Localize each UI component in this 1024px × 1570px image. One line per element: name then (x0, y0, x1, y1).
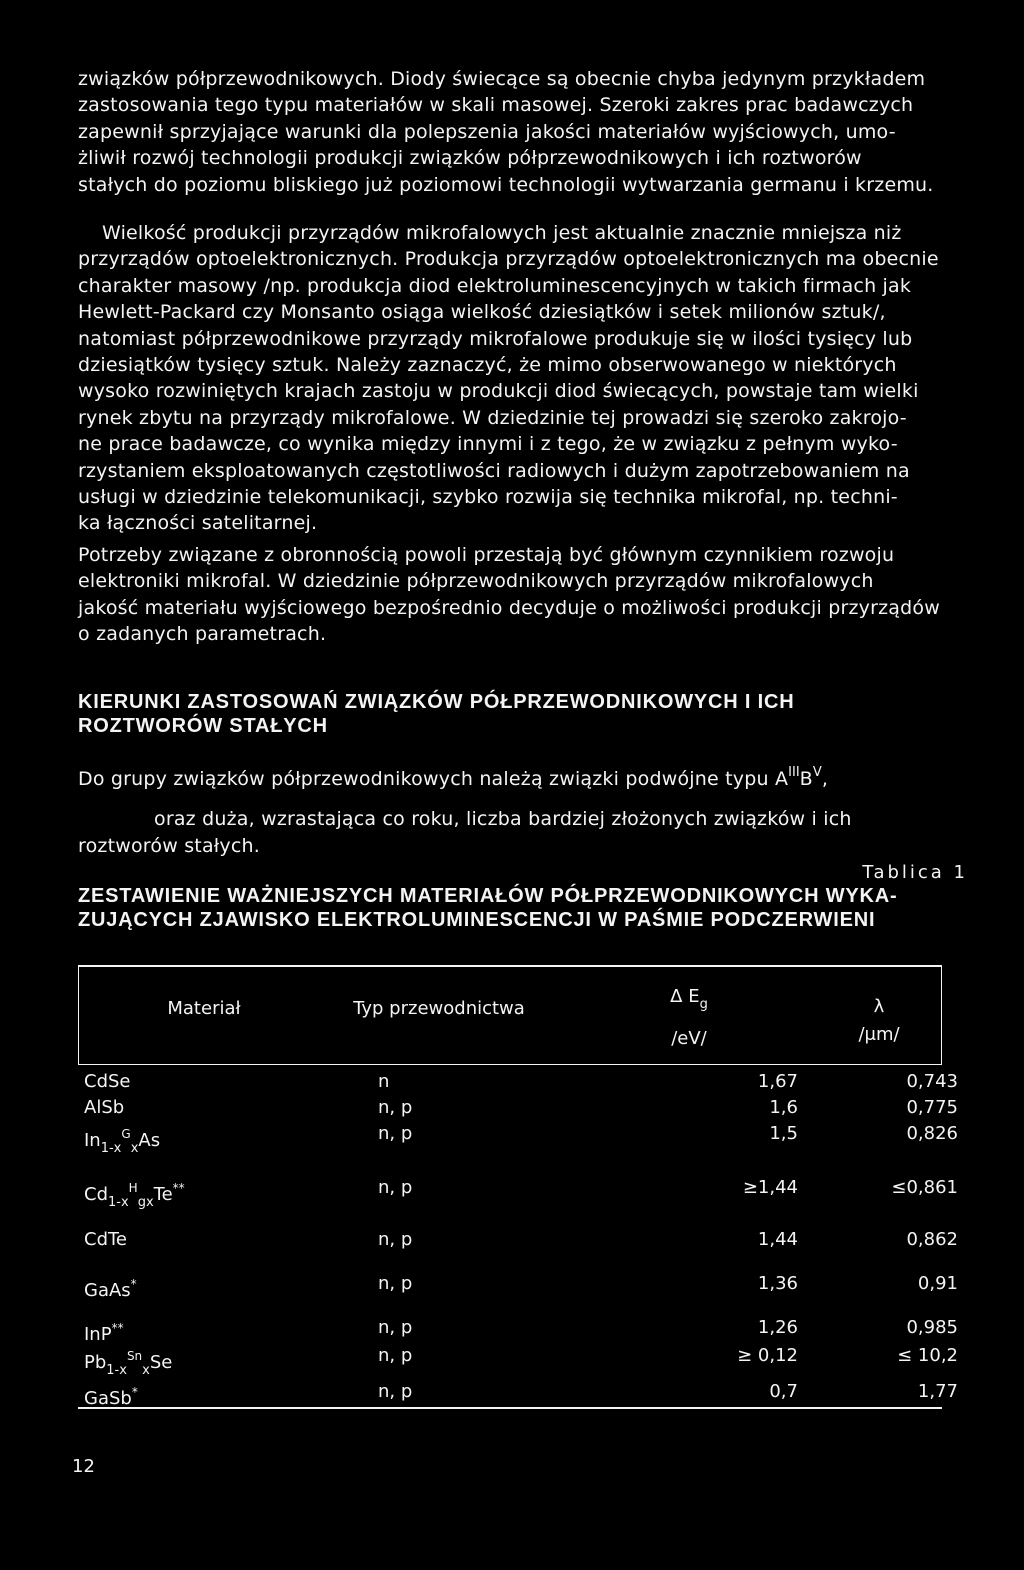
text-line: przyrządów optoelektronicznych. Produkcja przyrządów optoelektronicznych ma obecnie (78, 248, 939, 271)
cell-material: AlSb (84, 1097, 125, 1118)
cell-material: $Cd_{1-x}^H_{gx}Te^{**}$ (84, 1181, 185, 1210)
cell-type: n, p (378, 1317, 413, 1338)
text-line: dziesiątków tysięcy sztuk. Należy zaznaczyć, że mimo obserwowanego w niektórych (78, 354, 897, 377)
text-line: żliwił rozwój technologii produkcji związków półprzewodnikowych i ich roztworów (78, 147, 862, 170)
table-row (78, 1225, 958, 1255)
cell-lambda: 0,775 (906, 1097, 958, 1118)
cell-lambda: 0,743 (906, 1071, 958, 1092)
table-label: Tablica 1 (862, 862, 968, 883)
text-line: Wielkość produkcji przyrządów mikrofalowych jest aktualnie znacznie mniejsza niż (102, 222, 902, 244)
intro-text: , (821, 768, 829, 790)
cell-material: $In_{1-x}^G_xAs$ (84, 1127, 161, 1156)
cell-material: InP** (84, 1321, 124, 1345)
eg-symbol: Δ E (670, 986, 700, 1007)
cell-type: n, p (378, 1123, 413, 1144)
cell-eg: 1,36 (757, 1273, 798, 1294)
text-line: Potrzeby związane z obronnością powoli przestają być głównym czynnikiem rozwoju (78, 544, 895, 566)
lambda-symbol: λ (873, 996, 885, 1017)
paragraph-1 (78, 66, 990, 198)
text-line: charakter masowy /np. produkcja diod elektroluminescencyjnych w takich firmach jak (78, 274, 912, 297)
cell-material: CdTe (84, 1229, 128, 1250)
cell-type: n, p (378, 1273, 413, 1294)
cell-lambda: 0,91 (917, 1273, 958, 1294)
text-line: ka łączności satelitarnej. (78, 512, 318, 535)
cell-type: n, p (378, 1345, 413, 1366)
text-line: rzystaniem eksploatowanych częstotliwości radiowych i dużym zapotrzebowaniem na (78, 459, 910, 482)
cell-lambda: 1,77 (917, 1381, 958, 1402)
lambda-unit: /μm/ (858, 1024, 900, 1045)
intro-paragraph (78, 760, 990, 859)
cell-eg: ≥ 0,12 (737, 1345, 798, 1366)
cell-lambda: ≤ 10,2 (897, 1345, 958, 1366)
cell-eg: 1,67 (757, 1071, 798, 1092)
paragraph-2 (78, 220, 990, 537)
eg-subscript: g (699, 997, 708, 1012)
text-line: stałych do poziomu bliskiego już poziomowi technologii wytwarzania germanu i krzemu. (78, 173, 934, 196)
cell-type: n, p (378, 1229, 413, 1250)
cell-material: GaSb* (84, 1385, 138, 1409)
cell-lambda: 0,985 (906, 1317, 958, 1338)
text-line: natomiast półprzewodnikowe przyrządy mikrofalowe produkuje się w ilości tysięcy lub (78, 327, 913, 350)
paragraph-3 (78, 542, 990, 648)
eg-unit: /eV/ (671, 1028, 707, 1049)
header-wavelength (819, 995, 939, 1047)
table-row (78, 1119, 958, 1156)
text-line: o zadanych parametrach. (78, 623, 327, 646)
text-line: ne prace badawcze, co wynika między innymi i z tego, że w związku z pełnym wyko- (78, 433, 898, 456)
heading-line: ROZTWORÓW STAŁYCH (78, 715, 328, 737)
table-title-line: ZESTAWIENIE WAŻNIEJSZYCH MATERIAŁÓW PÓŁPRZEWODNIKOWYCH WYKA- (78, 885, 898, 907)
text-line: elektroniki mikrofal. W dziedzinie półprzewodnikowych przyrządów mikrofalowych (78, 570, 874, 593)
table-row (78, 1173, 958, 1210)
text-line: zastosowania tego typu materiałów w skali masowej. Szeroki zakres prac badawczych (78, 94, 914, 117)
text-line: usługi w dziedzinie telekomunikacji, szybko rozwija się technika mikrofal, np. techni- (78, 486, 898, 509)
section-heading (78, 690, 998, 738)
text-line: Hewlett-Packard czy Monsanto osiąga wielkość dziesiątków i setek milionów sztuk/, (78, 301, 886, 324)
cell-type: n (378, 1071, 390, 1092)
page-number: 12 (72, 1456, 95, 1477)
cell-material: GaAs* (84, 1277, 137, 1301)
cell-eg: 1,44 (757, 1229, 798, 1250)
cell-eg: 1,26 (757, 1317, 798, 1338)
materials-table (78, 965, 958, 1409)
cell-material: CdSe (84, 1071, 131, 1092)
table-row (78, 1269, 958, 1301)
cell-type: n, p (378, 1177, 413, 1198)
cell-type: n, p (378, 1097, 413, 1118)
cell-eg: 1,5 (769, 1123, 798, 1144)
intro-line-1 (78, 760, 990, 792)
superscript: III (788, 765, 800, 780)
header-material: Materiał (167, 998, 241, 1019)
text-line: rynek zbytu na przyrządy mikrofalowe. W dziedzinie tej prowadzi się szeroko zakrojo- (78, 406, 907, 429)
text-line: jakość materiału wyjściowego bezpośrednio decyduje o możliwości produkcji przyrządów (78, 596, 940, 619)
table-title (78, 884, 998, 932)
cell-lambda: 0,826 (906, 1123, 958, 1144)
intro-line-3: roztworów stałych. (78, 834, 260, 857)
cell-material: $Pb_{1-x}^{Sn}_xSe$ (84, 1349, 173, 1378)
intro-line-2: oraz duża, wzrastająca co roku, liczba bardziej złożonych związków i ich (154, 808, 852, 831)
text-line: związków półprzewodnikowych. Diody świecące są obecnie chyba jedynym przykładem (78, 68, 926, 90)
cell-type: n, p (378, 1381, 413, 1402)
table-row (78, 1313, 958, 1345)
heading-line: KIERUNKI ZASTOSOWAŃ ZWIĄZKÓW PÓŁPRZEWODNIKOWYCH I ICH (78, 691, 795, 713)
cell-eg: 1,6 (769, 1097, 798, 1118)
text-line: wysoko rozwiniętych krajach zastoju w produkcji diod świecących, powstaje tam wielki (78, 380, 919, 403)
text-line: zapewnił sprzyjające warunki dla polepszenia jakości materiałów wyjściowych, umo- (78, 120, 896, 143)
table-header (78, 967, 942, 1065)
table-row (78, 1377, 958, 1409)
cell-lambda: 0,862 (906, 1229, 958, 1250)
table-title-line: ZUJĄCYCH ZJAWISKO ELEKTROLUMINESCENCJI W PAŚMIE PODCZERWIENI (78, 909, 876, 931)
intro-text: B (799, 768, 813, 790)
cell-eg: 0,7 (769, 1381, 798, 1402)
cell-lambda: ≤0,861 (891, 1177, 958, 1198)
table-row (78, 1341, 958, 1378)
intro-text: Do grupy związków półprzewodnikowych należą związki podwójne typu A (78, 768, 789, 790)
cell-eg: ≥1,44 (742, 1177, 798, 1198)
header-energy-gap (609, 985, 769, 1051)
superscript: V (812, 765, 822, 780)
header-type: Typ przewodnictwa (353, 998, 525, 1019)
